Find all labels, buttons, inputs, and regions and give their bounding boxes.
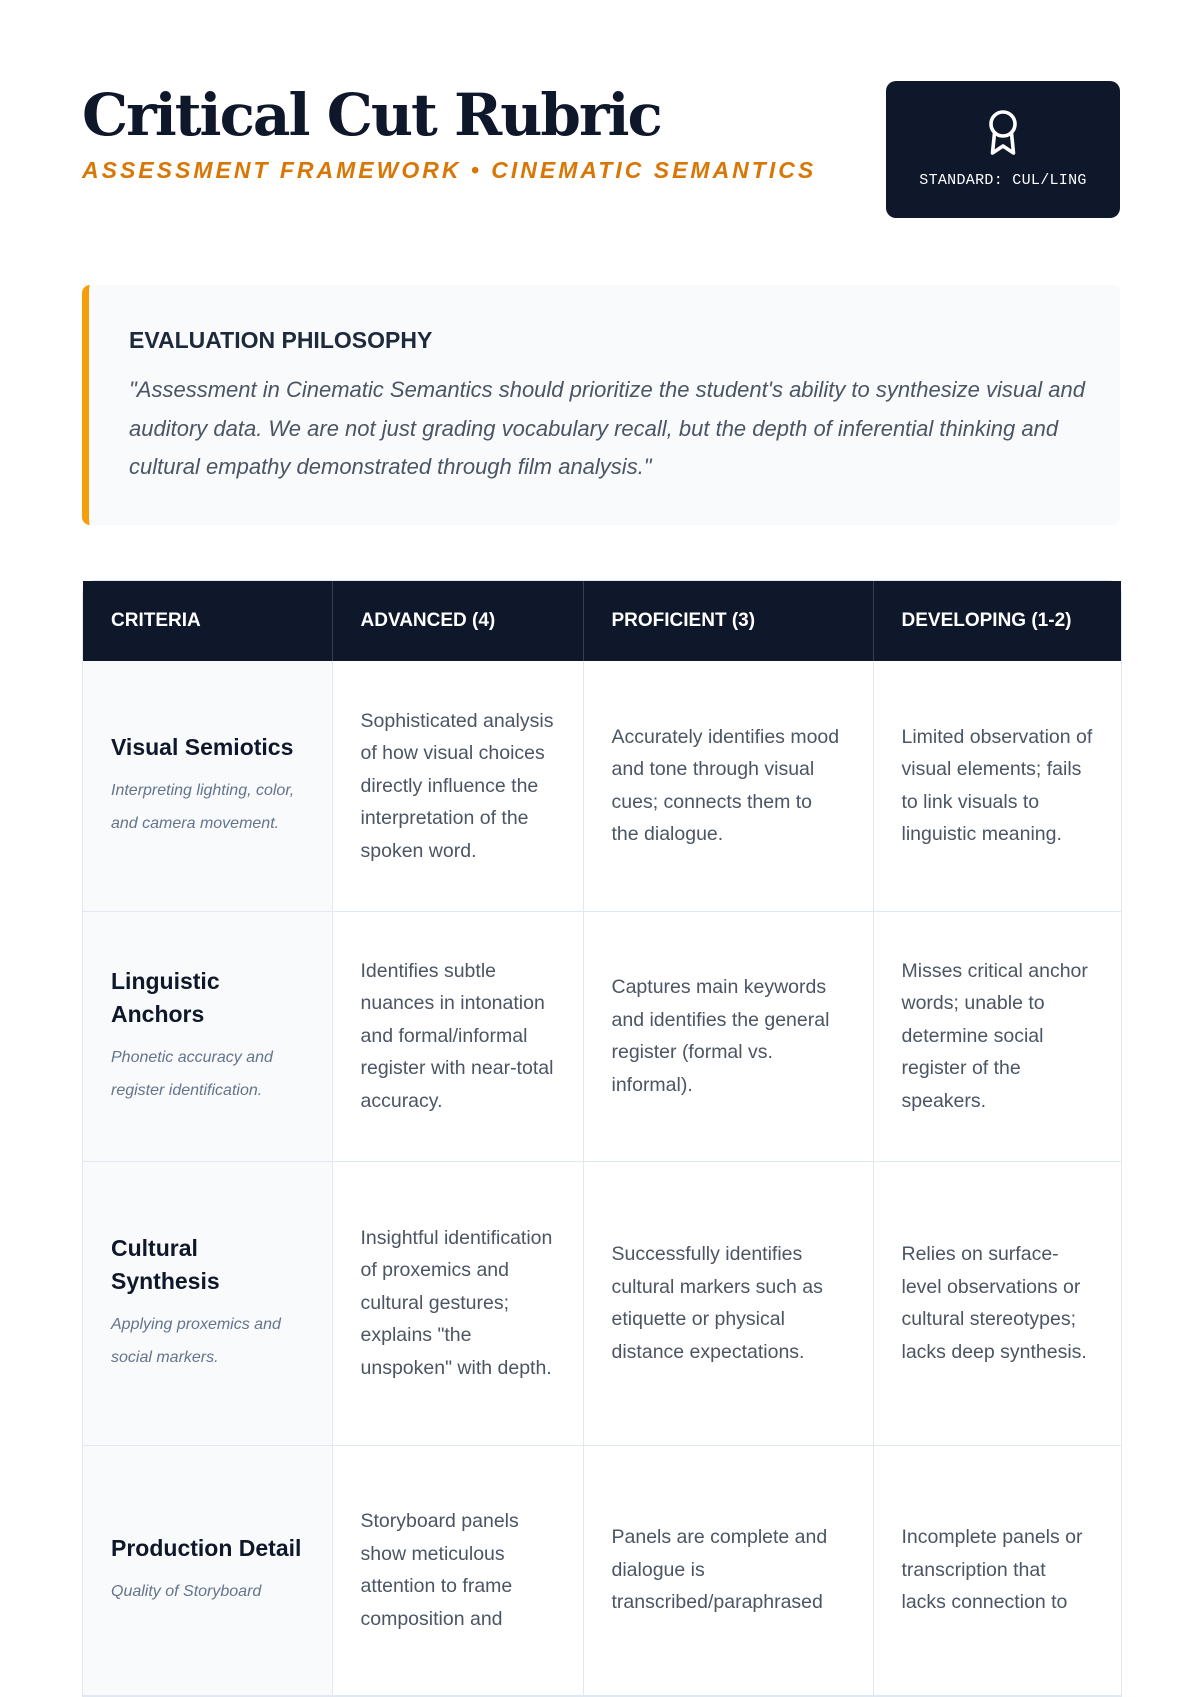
proficient-cell: Accurately identifies mood and tone through visual cues; connects them to the dialogue.: [583, 661, 873, 911]
developing-cell: Limited observation of visual elements; fails to link visuals to linguistic meaning.: [873, 661, 1121, 911]
advanced-cell: Storyboard panels show meticulous attention to frame composition and: [332, 1445, 583, 1695]
criterion-name: Linguistic Anchors: [111, 968, 220, 1027]
advanced-cell: Identifies subtle nuances in intonation and formal/informal register with near-total accuracy.: [332, 911, 583, 1161]
award-ribbon-icon: [986, 108, 1020, 158]
evaluation-philosophy-panel: [82, 285, 1120, 525]
philosophy-heading: EVALUATION PHILOSOPHY: [129, 327, 433, 353]
table-row: [83, 661, 1121, 911]
criterion-name: Cultural Synthesis: [111, 1235, 220, 1294]
rubric-table: [82, 580, 1122, 1697]
criterion-description: Phonetic accuracy and register identification.: [111, 1049, 273, 1099]
proficient-cell: Successfully identifies cultural markers such as etiquette or physical distance expectations.: [583, 1161, 873, 1445]
advanced-cell: Insightful identification of proxemics and cultural gestures; explains "the unspoken" with depth.: [332, 1161, 583, 1445]
page-title: Critical Cut Rubric: [82, 81, 661, 149]
standard-badge: [886, 81, 1120, 218]
criterion-description: Interpreting lighting, color, and camera movement.: [111, 782, 295, 833]
page-header: [82, 0, 1120, 270]
philosophy-quote: "Assessment in Cinematic Semantics should prioritize the student's ability to synthesize visual and auditory data. We are not just grading vocabulary recall, but the depth of inferential thinking and cultural empathy demonstrated through film analysis.": [129, 377, 1086, 479]
table-header-row: [83, 581, 1121, 661]
criterion-name: Production Detail: [111, 1535, 302, 1561]
header-criteria: CRITERIA: [83, 581, 332, 661]
criterion-cell: [83, 1161, 332, 1445]
page-subtitle: ASSESSMENT FRAMEWORK • CINEMATIC SEMANTICS: [82, 157, 817, 183]
table-row: [83, 911, 1121, 1161]
badge-label: STANDARD: CUL/LING: [919, 172, 1087, 189]
table-row: [83, 1445, 1121, 1695]
developing-cell: Incomplete panels or transcription that lacks connection to: [873, 1445, 1121, 1695]
header-advanced: ADVANCED (4): [332, 581, 583, 661]
criterion-cell: [83, 661, 332, 911]
rubric-page: [82, 0, 1120, 1630]
criterion-name: Visual Semiotics: [111, 734, 294, 761]
proficient-cell: Captures main keywords and identifies the general register (formal vs. informal).: [583, 911, 873, 1161]
header-developing: DEVELOPING (1-2): [873, 581, 1121, 661]
header-proficient: PROFICIENT (3): [583, 581, 873, 661]
criterion-description: Applying proxemics and social markers.: [111, 1316, 281, 1366]
developing-cell: Misses critical anchor words; unable to determine social register of the speakers.: [873, 911, 1121, 1161]
criterion-cell: [83, 911, 332, 1161]
developing-cell: Relies on surface-level observations or cultural stereotypes; lacks deep synthesis.: [873, 1161, 1121, 1445]
criterion-cell: [83, 1445, 332, 1695]
advanced-cell: Sophisticated analysis of how visual choices directly influence the interpretation of the spoken word.: [332, 661, 583, 911]
proficient-cell: Panels are complete and dialogue is transcribed/paraphrased: [583, 1445, 873, 1695]
criterion-description: Quality of Storyboard: [111, 1583, 262, 1600]
table-row: [83, 1161, 1121, 1445]
